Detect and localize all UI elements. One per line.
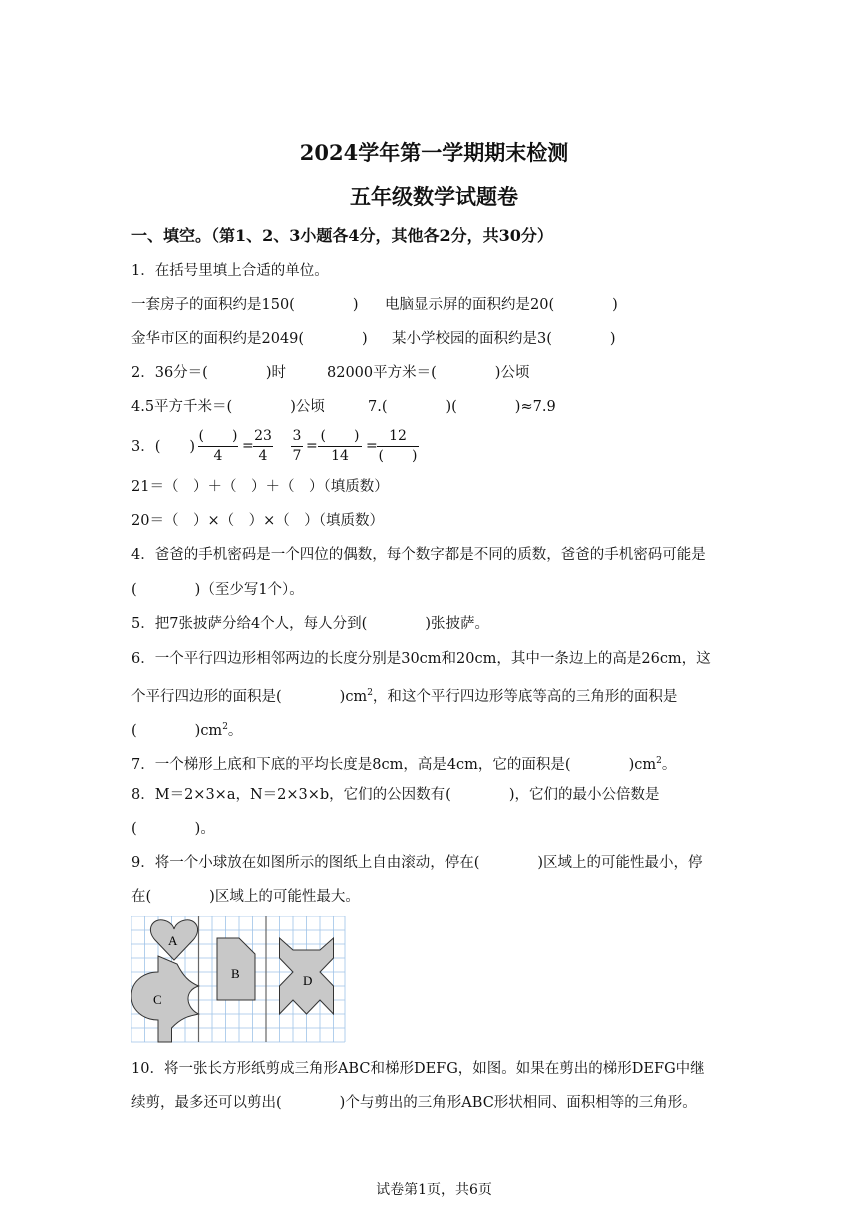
- question-6-line2a: 个平行四边形的面积是( )cm: [131, 688, 368, 705]
- exam-title: 2024学年第一学期期末检测: [299, 140, 569, 165]
- fraction-1-num: ( ): [198, 428, 238, 444]
- question-8-line1: 8．M＝2×3×a，N＝2×3×b，它们的公因数有( )，它们的最小公倍数是: [131, 787, 660, 803]
- question-6-line3a: ( )cm: [131, 722, 223, 739]
- equals-1: =: [242, 438, 254, 454]
- equals-3: =: [366, 438, 378, 454]
- question-4-line1: 4．爸爸的手机密码是一个四位的偶数，每个数字都是不同的质数，爸爸的手机密码可能是: [131, 547, 706, 563]
- unit-superscript: 2: [656, 756, 662, 766]
- page-footer: 试卷第1页，共6页: [376, 1182, 492, 1198]
- question-9-line1: 9．将一个小球放在如图所示的图纸上自由滚动，停在( )区域上的可能性最小，停: [131, 855, 703, 871]
- region-d-label: D: [303, 973, 313, 988]
- question-7a: 7．一个梯形上底和下底的平均长度是8cm，高是4cm，它的面积是( )cm: [131, 756, 657, 773]
- question-4-line2: ( )（至少写1个）。: [131, 582, 304, 598]
- exam-subtitle: 五年级数学试题卷: [350, 184, 518, 209]
- unit-superscript: 2: [367, 688, 373, 698]
- question-2b: 82000平方米＝( )公顷: [327, 365, 530, 381]
- fraction-5-den: ( ): [378, 448, 418, 464]
- question-7b: 。: [661, 756, 677, 773]
- question-6-line2: [131, 684, 677, 706]
- question-1d: 某小学校园的面积约是3( ): [392, 331, 616, 347]
- question-3-lead: 3．( ): [131, 439, 196, 455]
- equals-2: =: [306, 438, 318, 454]
- fraction-3-num: 3: [292, 428, 302, 444]
- question-1b: 电脑显示屏的面积约是20( ): [385, 297, 618, 313]
- region-c-label: C: [153, 992, 162, 1007]
- question-3-sum: 21＝（ ）＋（ ）＋（ ）（填质数）: [131, 479, 389, 495]
- question-6-line3: [131, 718, 242, 740]
- question-1c: 金华市区的面积约是2049( ): [131, 331, 368, 347]
- fraction-4-den: 14: [331, 448, 349, 464]
- question-3-product: 20＝（ ）×（ ）×（ ）（填质数）: [131, 513, 384, 529]
- fraction-4-num: ( ): [320, 428, 360, 444]
- question-1a: 一套房子的面积约是150( ): [131, 297, 359, 313]
- question-2a: 2．36分＝( )时: [131, 365, 286, 381]
- fraction-2: [253, 428, 273, 465]
- question-7: [131, 752, 676, 774]
- region-b-label: B: [231, 966, 240, 981]
- unit-superscript: 2: [222, 722, 228, 732]
- question-10-line1: 10．将一张长方形纸剪成三角形ABC和梯形DEFG，如图。如果在剪出的梯形DEFG中继: [131, 1061, 705, 1077]
- region-c-shape: [131, 956, 199, 1042]
- question-9-line2: 在( )区域上的可能性最大。: [131, 889, 360, 905]
- question-2c: 4.5平方千米＝( )公顷: [131, 399, 325, 415]
- question-2d: 7.( )( )≈7.9: [368, 399, 556, 415]
- fraction-5: [377, 428, 419, 465]
- region-a-label: A: [168, 933, 178, 948]
- question-6-line2b: ，和这个平行四边形等底等高的三角形的面积是: [372, 688, 678, 705]
- question-6-line1: 6．一个平行四边形相邻两边的长度分别是30cm和20cm，其中一条边上的高是26cm，这: [131, 651, 711, 667]
- question-1-stem: 1．在括号里填上合适的单位。: [131, 263, 329, 279]
- probability-grid-figure: [131, 916, 347, 1044]
- question-10-line2: 续剪，最多还可以剪出( )个与剪出的三角形ABC形状相同、面积相等的三角形。: [131, 1095, 697, 1111]
- section-heading: 一、填空。（第1、2、3小题各4分，其他各2分，共30分）: [131, 226, 553, 245]
- fraction-1-den: 4: [213, 448, 223, 464]
- fraction-5-num: 12: [389, 428, 407, 444]
- fraction-2-den: 4: [258, 448, 268, 464]
- question-8-line2: ( )。: [131, 821, 215, 837]
- question-6-line3b: 。: [227, 722, 243, 739]
- fraction-1: [198, 428, 238, 465]
- fraction-3: [291, 428, 303, 465]
- fraction-4: [318, 428, 362, 465]
- fraction-3-den: 7: [292, 448, 302, 464]
- question-5: 5．把7张披萨分给4个人，每人分到( )张披萨。: [131, 616, 489, 632]
- fraction-2-num: 23: [254, 428, 272, 444]
